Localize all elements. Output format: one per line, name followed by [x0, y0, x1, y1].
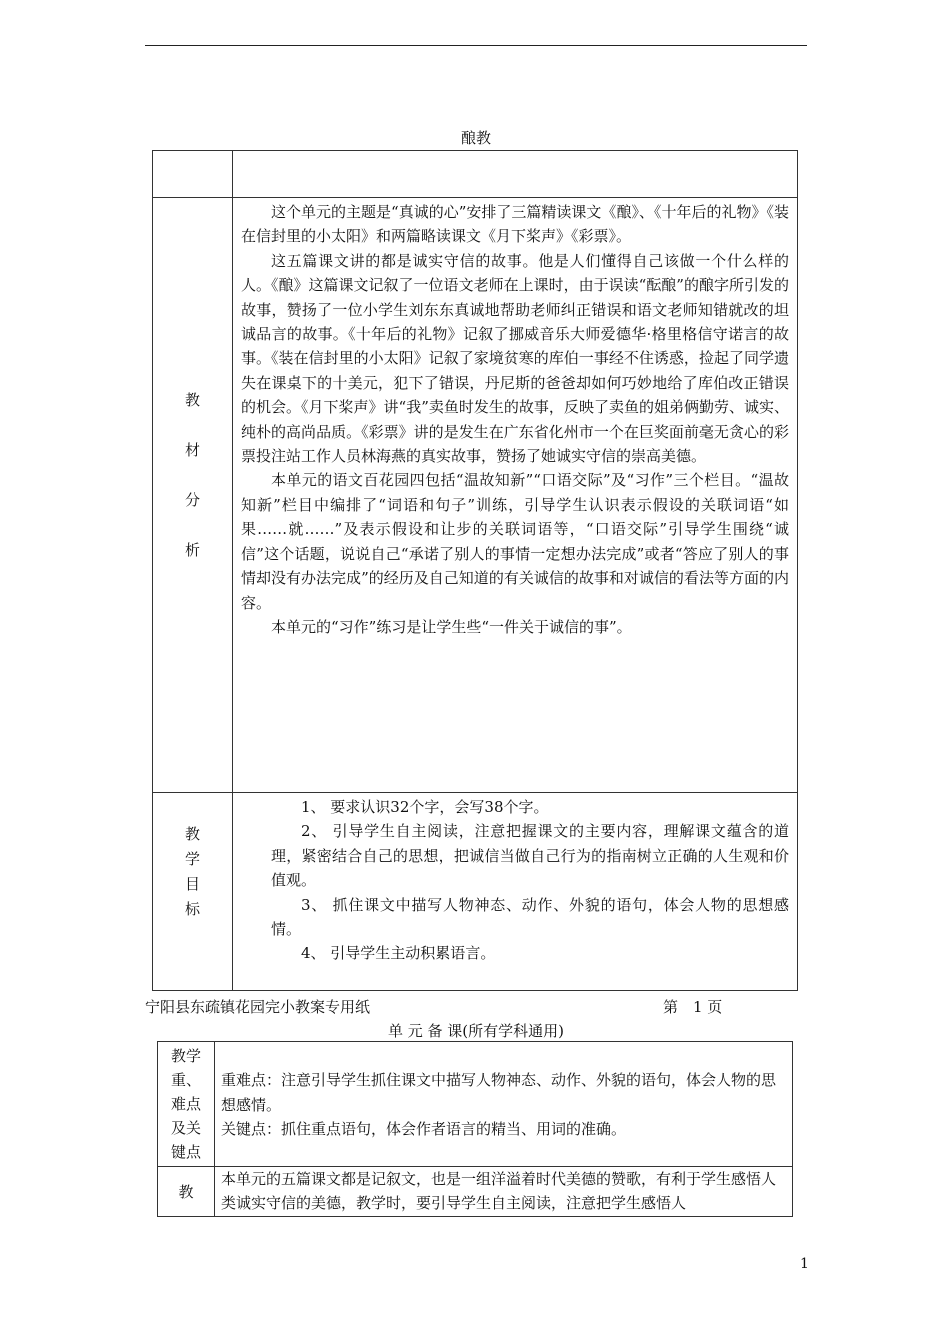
table-row-teaching	[158, 1167, 793, 1217]
textbook-analysis-content	[233, 198, 798, 793]
key-points-label: 教学 重、 难点 及关 键点	[158, 1042, 215, 1167]
goal-item: 2、 引导学生自主阅读，注意把握课文的主要内容，理解课文蕴含的道理，紧密结合自己的思想，把诚信当做自己行为的指南树立正确的人生观和价值观。	[271, 822, 789, 890]
analysis-paragraph: 这个单元的主题是“真诚的心”安排了三篇精读课文《酿》、《十年后的礼物》《装在信封里的小太阳》和两篇略读课文《月下桨声》《彩票》。	[241, 203, 789, 246]
table-row-textbook-analysis	[153, 198, 798, 793]
footer-school: 宁阳县东疏镇花园完小教案专用纸	[145, 998, 371, 1016]
teaching-goals-label: 教 学 目 标	[153, 793, 233, 991]
teaching-goals-content	[233, 793, 798, 991]
key-points-content	[215, 1042, 793, 1167]
difficulty-text: 重难点：注意引导学生抓住课文中描写人物神态、动作、外貌的语句，体会人物的思想感情。	[221, 1071, 777, 1114]
lesson-plan-table	[152, 150, 798, 991]
analysis-paragraph: 这五篇课文讲的都是诚实守信的故事。他是人们懂得自己该做一个什么样的人。《酿》这篇课文记叙了一位语文老师在上课时，由于误读“酝酿”的酿字所引发的故事，赞扬了一位小学生刘东东真诚地帮助老师纠正错误和语文老师知错就改的坦诚品言的故事。《十年后的礼物》记叙了挪威音乐大师爱德华·格里格信守诺言的故事。《装在信封里的小太阳》记叙了家境贫寒的库伯一事经不住诱惑，捡起了同学遗失在课桌下的十美元，犯下了错误，丹尼斯的爸爸却如何巧妙地给了库伯改正错误的机会。《月下桨声》讲“我”卖鱼时发生的故事，反映了卖鱼的姐弟俩勤劳、诚实、纯朴的高尚品质。《彩票》讲的是发生在广东省化州市一个在巨奖面前毫无贪心的彩票投注站工作人员林海燕的真实故事，赞扬了她诚实守信的崇高美德。	[241, 251, 789, 466]
footer-page-label: 第 1 页	[663, 998, 723, 1016]
goal-item: 3、 抓住课文中描写人物神态、动作、外貌的语句，体会人物的思想感情。	[271, 895, 789, 939]
table-row-header	[153, 151, 798, 198]
unit-prep-subtitle: 单 元 备 课(所有学科通用)	[387, 1022, 564, 1040]
key-point-text: 关键点：抓住重点语句，体会作者语言的精当、用词的准确。	[221, 1120, 627, 1139]
unit-prep-table	[157, 1041, 793, 1217]
teaching-label: 教	[158, 1167, 215, 1217]
lesson-title: 酿教	[460, 129, 491, 147]
analysis-paragraph: 本单元的语文百花园四包括“温故知新”“口语交际”及“习作”三个栏目。“温故知新”栏目中编排了“词语和句子”训练，引导学生认识表示假设的关联词语“如果……就……”及表示假设和让步的关联词语等，“口语交际”引导学生围绕“诚信”这个话题，说说自己“承诺了别人的事情一定想办法完成”或者“答应了别人的事情却没有办法完成”的经历及自己知道的有关诚信的故事和对诚信的看法等方面的内容。	[241, 471, 789, 612]
goal-item: 1、 要求认识32个字，会写38个字。	[301, 798, 549, 816]
empty-cell	[233, 151, 798, 198]
table-row-key-points	[158, 1042, 793, 1167]
analysis-paragraph: 本单元的“习作”练习是让学生些“一件关于诚信的事”。	[271, 617, 632, 636]
textbook-analysis-label: 教 材 分 析	[153, 198, 233, 793]
page-number: 1	[800, 1256, 809, 1272]
empty-cell	[153, 151, 233, 198]
header-rule	[145, 45, 807, 46]
goal-item: 4、 引导学生主动积累语言。	[301, 944, 496, 963]
table-row-teaching-goals	[153, 793, 798, 991]
teaching-content: 本单元的五篇课文都是记叙文，也是一组洋溢着时代美德的赞歌，有利于学生感悟人类诚实守信的美德，教学时，要引导学生自主阅读，注意把学生感悟人	[215, 1167, 793, 1217]
